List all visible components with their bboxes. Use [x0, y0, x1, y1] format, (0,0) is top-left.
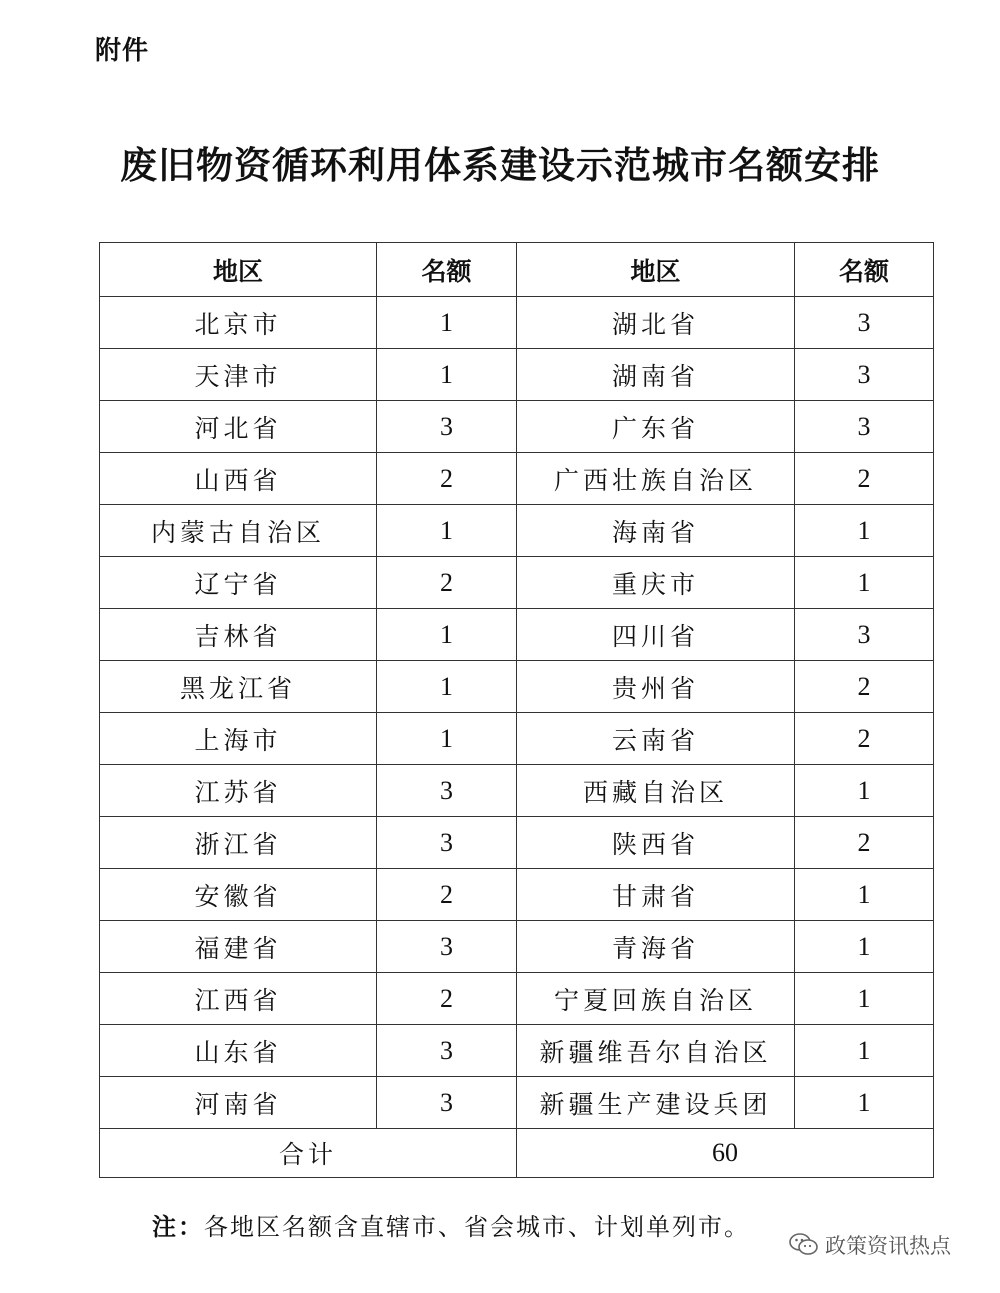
cell-region-right: 陕西省 [517, 817, 795, 869]
cell-region-left: 江苏省 [100, 765, 377, 817]
cell-quota-left: 3 [377, 401, 517, 453]
cell-region-right: 广西壮族自治区 [517, 453, 795, 505]
footnote [152, 1207, 750, 1242]
table-row [100, 1025, 934, 1077]
source-watermark [785, 1228, 955, 1262]
cell-region-left: 吉林省 [100, 609, 377, 661]
cell-quota-right: 1 [795, 973, 934, 1025]
table-row [100, 505, 934, 557]
cell-quota-left: 3 [377, 921, 517, 973]
cell-quota-right: 3 [795, 401, 934, 453]
table-row [100, 921, 934, 973]
document-title: 废旧物资循环利用体系建设示范城市名额安排 [120, 144, 880, 187]
cell-quota-right: 3 [795, 609, 934, 661]
cell-quota-right: 2 [795, 661, 934, 713]
cell-quota-right: 1 [795, 505, 934, 557]
cell-region-left: 上海市 [100, 713, 377, 765]
column-header-quota-right: 名额 [795, 243, 934, 297]
cell-region-right: 西藏自治区 [517, 765, 795, 817]
cell-quota-right: 1 [795, 1077, 934, 1129]
table-row [100, 713, 934, 765]
cell-region-left: 河北省 [100, 401, 377, 453]
cell-quota-right: 2 [795, 817, 934, 869]
quota-table [99, 242, 934, 1178]
cell-region-left: 山西省 [100, 453, 377, 505]
cell-quota-right: 2 [795, 713, 934, 765]
cell-region-right: 青海省 [517, 921, 795, 973]
cell-quota-right: 1 [795, 1025, 934, 1077]
table-row [100, 401, 934, 453]
table-body [100, 297, 934, 1129]
cell-region-right: 宁夏回族自治区 [517, 973, 795, 1025]
cell-quota-left: 2 [377, 973, 517, 1025]
cell-quota-left: 3 [377, 817, 517, 869]
cell-region-right: 云南省 [517, 713, 795, 765]
watermark-text: 政策资讯热点 [825, 1234, 951, 1258]
table-row [100, 869, 934, 921]
table-row [100, 973, 934, 1025]
table-header-row [100, 243, 934, 297]
cell-region-right: 新疆维吾尔自治区 [517, 1025, 795, 1077]
cell-region-left: 黑龙江省 [100, 661, 377, 713]
total-value: 60 [517, 1129, 934, 1178]
cell-region-right: 新疆生产建设兵团 [517, 1077, 795, 1129]
cell-region-left: 浙江省 [100, 817, 377, 869]
cell-quota-left: 1 [377, 609, 517, 661]
column-header-quota-left: 名额 [377, 243, 517, 297]
cell-quota-left: 1 [377, 713, 517, 765]
table-row [100, 661, 934, 713]
cell-quota-left: 1 [377, 349, 517, 401]
cell-quota-right: 1 [795, 557, 934, 609]
cell-region-left: 天津市 [100, 349, 377, 401]
cell-region-left: 内蒙古自治区 [100, 505, 377, 557]
cell-quota-left: 2 [377, 869, 517, 921]
cell-quota-left: 3 [377, 1077, 517, 1129]
table-row [100, 349, 934, 401]
cell-region-right: 四川省 [517, 609, 795, 661]
cell-quota-left: 2 [377, 557, 517, 609]
cell-region-right: 甘肃省 [517, 869, 795, 921]
cell-region-right: 广东省 [517, 401, 795, 453]
table-row [100, 609, 934, 661]
cell-region-right: 贵州省 [517, 661, 795, 713]
attachment-label: 附件 [95, 36, 150, 66]
cell-quota-right: 3 [795, 349, 934, 401]
cell-region-left: 江西省 [100, 973, 377, 1025]
cell-region-right: 湖北省 [517, 297, 795, 349]
cell-region-left: 山东省 [100, 1025, 377, 1077]
total-label: 合计 [100, 1129, 517, 1178]
table-row [100, 297, 934, 349]
cell-quota-left: 3 [377, 1025, 517, 1077]
table-row [100, 1077, 934, 1129]
cell-region-left: 福建省 [100, 921, 377, 973]
cell-region-left: 北京市 [100, 297, 377, 349]
table-row [100, 557, 934, 609]
table-row [100, 817, 934, 869]
column-header-region-right: 地区 [517, 243, 795, 297]
cell-quota-left: 3 [377, 765, 517, 817]
cell-region-right: 海南省 [517, 505, 795, 557]
cell-quota-left: 2 [377, 453, 517, 505]
table-row [100, 765, 934, 817]
footnote-text: 各地区名额含直辖市、省会城市、计划单列市。 [204, 1213, 750, 1241]
cell-quota-right: 3 [795, 297, 934, 349]
cell-region-left: 安徽省 [100, 869, 377, 921]
footnote-label: 注： [152, 1213, 204, 1241]
cell-quota-right: 2 [795, 453, 934, 505]
column-header-region-left: 地区 [100, 243, 377, 297]
cell-region-left: 河南省 [100, 1077, 377, 1129]
total-row [100, 1129, 934, 1178]
cell-quota-left: 1 [377, 297, 517, 349]
cell-quota-right: 1 [795, 921, 934, 973]
cell-quota-left: 1 [377, 505, 517, 557]
cell-region-right: 重庆市 [517, 557, 795, 609]
cell-quota-right: 1 [795, 765, 934, 817]
table-row [100, 453, 934, 505]
cell-region-right: 湖南省 [517, 349, 795, 401]
wechat-icon [789, 1232, 819, 1258]
cell-region-left: 辽宁省 [100, 557, 377, 609]
cell-quota-right: 1 [795, 869, 934, 921]
cell-quota-left: 1 [377, 661, 517, 713]
